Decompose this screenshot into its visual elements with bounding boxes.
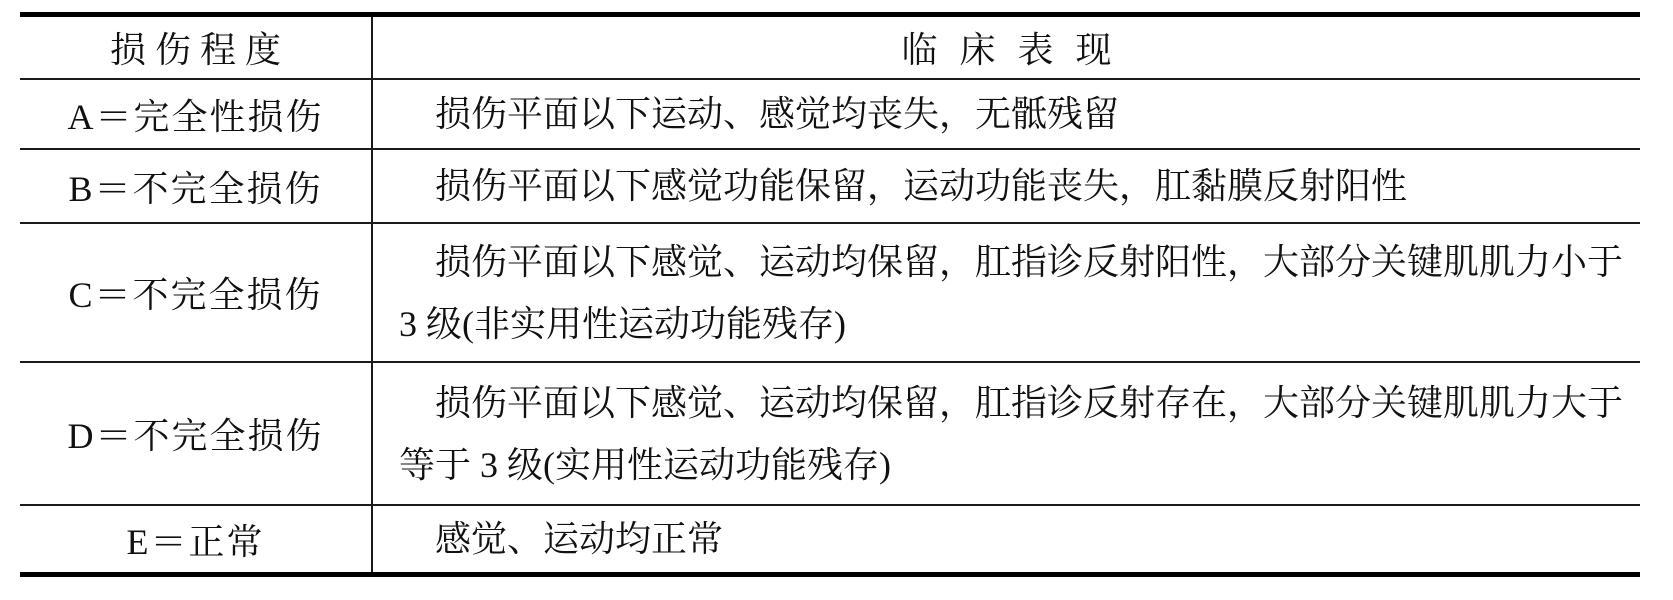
description-text-e: 感觉、运动均正常 xyxy=(435,519,724,559)
grade-label-e: E＝正常 xyxy=(126,521,265,562)
header-cell-clinical xyxy=(373,17,1640,78)
description-cell xyxy=(373,363,1640,504)
grade-cell xyxy=(20,80,373,148)
description-text-b: 损伤平面以下感觉功能保留，运动功能丧失，肛黏膜反射阳性 xyxy=(435,166,1408,206)
column-header-injury-degree: 损伤程度 xyxy=(109,30,290,70)
table-row-grade-a xyxy=(20,80,1640,150)
grade-cell xyxy=(20,150,373,222)
description-text-d: 损伤平面以下感觉、运动均保留，肛指诊反射存在，大部分关键肌肌力大于 等于 3 级(实用性运动功能残存) xyxy=(399,382,1624,485)
table-row-grade-d xyxy=(20,363,1640,506)
description-text-a: 损伤平面以下运动、感觉均丧失，无骶残留 xyxy=(435,94,1120,134)
description-cell xyxy=(373,224,1640,361)
grade-label-d: D＝不完全损伤 xyxy=(67,416,324,456)
grade-cell xyxy=(20,506,373,572)
description-text-c: 损伤平面以下感觉、运动均保留，肛指诊反射阳性，大部分关键肌肌力小于 3 级(非实用性运动功能残存) xyxy=(399,241,1624,344)
table-row-grade-e xyxy=(20,506,1640,572)
column-header-clinical-manifestation: 临床表现 xyxy=(901,30,1134,70)
table-header-row xyxy=(20,17,1640,80)
description-cell xyxy=(373,150,1640,222)
table-row-grade-b xyxy=(20,150,1640,224)
grade-label-b: B＝不完全损伤 xyxy=(68,168,323,209)
grade-cell xyxy=(20,363,373,504)
description-cell xyxy=(373,80,1640,148)
grade-label-a: A＝完全性损伤 xyxy=(67,96,324,137)
description-cell xyxy=(373,506,1640,572)
grade-label-c: C＝不完全损伤 xyxy=(68,275,323,315)
grade-cell xyxy=(20,224,373,361)
impairment-scale-table xyxy=(20,12,1640,577)
table-row-grade-c xyxy=(20,224,1640,363)
header-cell-grade xyxy=(20,17,373,78)
